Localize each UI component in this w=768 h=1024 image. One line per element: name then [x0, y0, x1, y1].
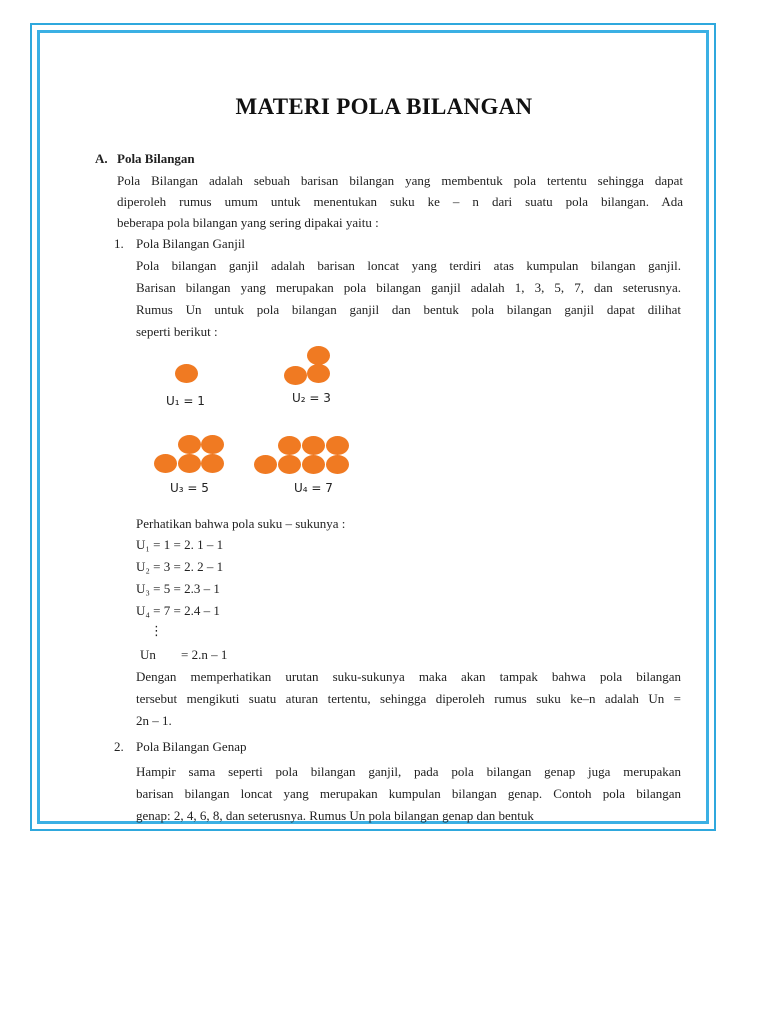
equation-u3: U₃ = 5 = 2.3 – 1	[136, 581, 220, 596]
item2-line-3: genap: 2, 4, 6, 8, dan seterusnya. Rumus Un pola bilangan genap dan bentuk	[136, 808, 534, 823]
item2-number: 2.	[114, 739, 124, 754]
dot	[175, 364, 198, 383]
figure-label-u3: U₃ = 5	[170, 481, 209, 495]
section-marker: A.	[95, 151, 108, 166]
conclusion-line-3: 2n – 1.	[136, 713, 172, 728]
item1-heading: Pola Bilangan Ganjil	[136, 236, 246, 251]
dot	[284, 366, 307, 385]
figure-label-u4: U₄ = 7	[294, 481, 333, 495]
figure-label-u1: U₁ = 1	[166, 394, 205, 408]
general-term: Un	[140, 647, 156, 662]
intro-line-3: beberapa pola bilangan yang sering dipakai yaitu :	[117, 215, 379, 230]
page-title: MATERI POLA BILANGAN	[235, 94, 533, 119]
item1-line-2: Barisan bilangan yang merupakan pola bilangan ganjil adalah 1, 3, 5, 7, dan seterusnya.	[136, 280, 681, 295]
intro-line-2: diperoleh rumus umum untuk menentukan suku ke – n dari suatu pola bilangan. Ada	[117, 194, 683, 209]
item1-line-3: Rumus Un untuk pola bilangan ganjil dan bentuk pola bilangan ganjil dapat dilihat	[136, 302, 681, 317]
equation-u1: U₁ = 1 = 2. 1 – 1	[136, 537, 224, 552]
dot	[201, 435, 224, 454]
dot	[154, 454, 177, 473]
item1-number: 1.	[114, 236, 124, 251]
vertical-ellipsis: ⋮	[150, 624, 163, 639]
dot	[278, 455, 301, 474]
dot	[307, 364, 330, 383]
equation-u2: U₂ = 3 = 2. 2 – 1	[136, 559, 224, 574]
item2-line-1: Hampir sama seperti pola bilangan ganjil, pada pola bilangan genap juga merupakan	[136, 764, 681, 779]
equation-u4: U₄ = 7 = 2.4 – 1	[136, 603, 220, 618]
dot	[307, 346, 330, 365]
dot	[326, 455, 349, 474]
dot	[278, 436, 301, 455]
dot	[201, 454, 224, 473]
item2-line-2: barisan bilangan loncat yang merupakan kumpulan bilangan genap. Contoh pola bilangan	[136, 786, 681, 801]
conclusion-line-1: Dengan memperhatikan urutan suku-sukunya maka akan tampak bahwa pola bilangan	[136, 669, 681, 684]
dot	[302, 436, 325, 455]
item1-line-1: Pola bilangan ganjil adalah barisan loncat yang terdiri atas kumpulan bilangan ganjil.	[136, 258, 681, 273]
dot	[178, 454, 201, 473]
conclusion-line-2: tersebut mengikuti suatu aturan tertentu, sehingga diperoleh rumus suku ke–n adalah Un =	[136, 691, 681, 706]
item1-line-4: seperti berikut :	[136, 324, 218, 339]
dot	[326, 436, 349, 455]
dot	[178, 435, 201, 454]
intro-line-1: Pola Bilangan adalah sebuah barisan bilangan yang membentuk pola tertentu sehingga dapat	[117, 173, 683, 188]
dot	[254, 455, 277, 474]
section-heading: Pola Bilangan	[117, 151, 195, 166]
dot	[302, 455, 325, 474]
notice-text: Perhatikan bahwa pola suku – sukunya :	[136, 516, 346, 531]
figure-label-u2: U₂ = 3	[292, 391, 331, 405]
item2-heading: Pola Bilangan Genap	[136, 739, 247, 754]
page-border	[30, 23, 716, 831]
general-formula: = 2.n – 1	[181, 647, 228, 662]
